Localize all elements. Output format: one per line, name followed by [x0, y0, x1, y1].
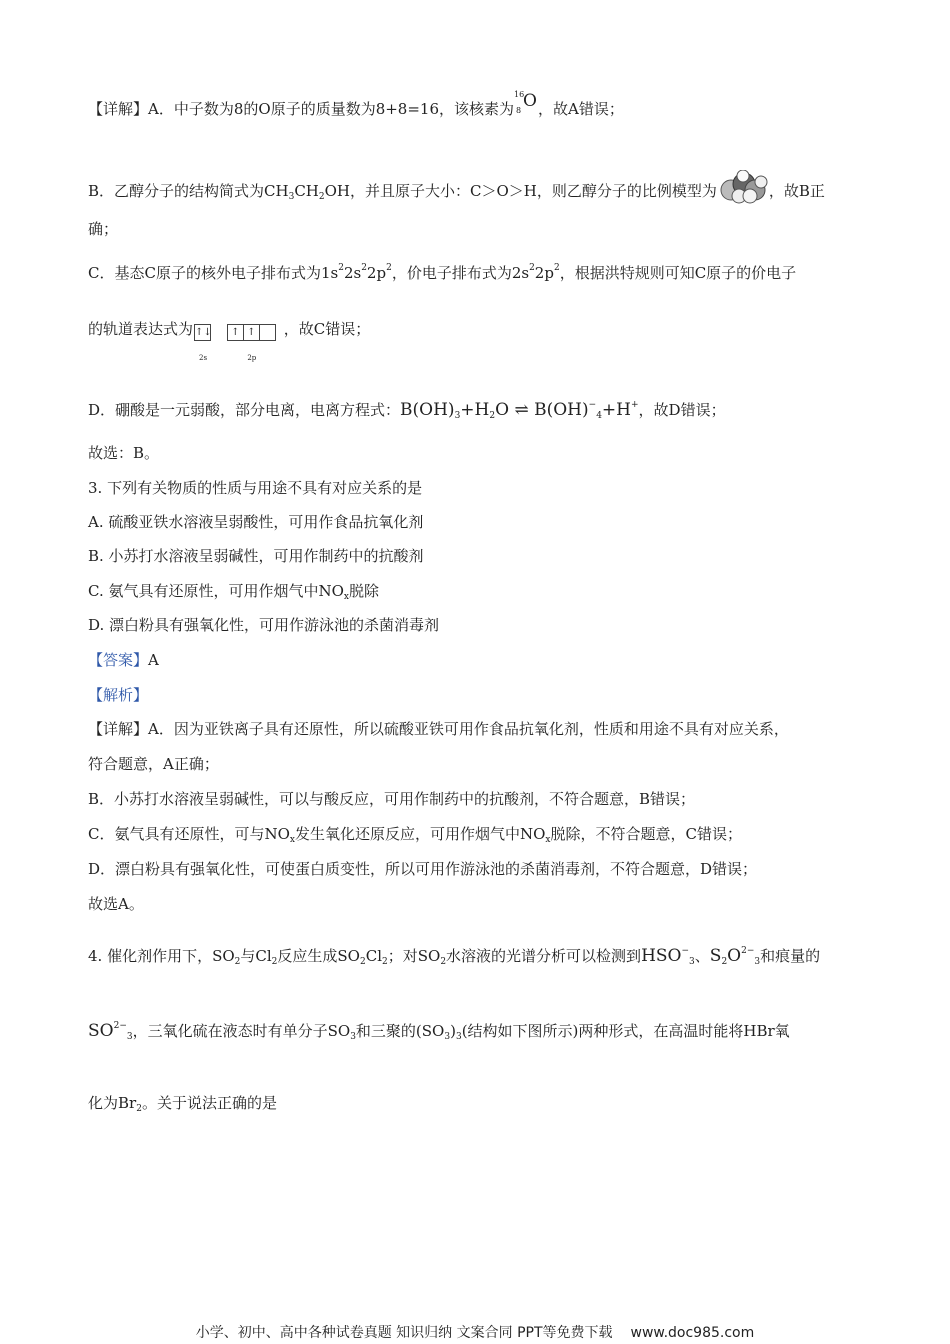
- detail-a-line: [88, 92, 624, 120]
- q3-stem: 3. 下列有关物质的性质与用途不具有对应关系的是: [88, 479, 423, 497]
- orbital-2p-box-1: ↑: [227, 324, 244, 341]
- detail-a-text: A．中子数为8的O原子的质量数为8+8=16，该核素为: [148, 100, 515, 118]
- page-footer: [0, 1322, 950, 1342]
- q3-answer: 【答案】A: [88, 651, 159, 669]
- isotope-o16: 16 8 O: [514, 90, 537, 115]
- detail-c-line: C．基态C原子的核外电子排布式为$1s^22s^22p^2$，价电子排布式为$2s^22p^2$，根据洪特规则可知C原子的价电子: [88, 263, 797, 282]
- detail-a-end: ，故A错误；: [538, 100, 624, 118]
- q4-line2: $SO^{2-}_3$，三氧化硫在液态时有单分子$SO_3$和三聚的$(SO_3)_3$(结构如下图所示)两种形式，在高温时能将HBr氧: [88, 1021, 790, 1042]
- q4-line1: 4. 催化剂作用下，$SO_2$与$Cl_2$反应生成$SO_2Cl_2$；对$SO_2$水溶液的光谱分析可以检测到$HSO^-_3$、$S_2O^{2-}_3$和痕量的: [88, 946, 821, 967]
- footer-url[interactable]: www.doc985.com: [630, 1325, 755, 1341]
- orbital-2p-box-2: ↑: [243, 324, 260, 341]
- q3-detail-a: 【详解】A．因为亚铁离子具有还原性，所以硫酸亚铁可用作食品抗氧化剂，性质和用途不具有对应关系，: [88, 720, 789, 738]
- q3-detail-c: C．氨气具有还原性，可与$NO_x$发生氧化还原反应，可用作烟气中$NO_x$脱除，不符合题意，C错误；: [88, 825, 742, 845]
- boric-acid-equation: $B(OH)_3+H_2O$ ⇌ $B(OH)^-_4+H^+$: [400, 400, 639, 421]
- so3-ion: $SO^{2-}_3$: [88, 1021, 133, 1042]
- q3-detail-b: B．小苏打水溶液呈弱碱性，可以与酸反应，可用作制药中的抗酸剂，不符合题意，B错误；: [88, 790, 696, 808]
- s2o3-ion: $S_2O^{2-}_3$: [709, 946, 761, 967]
- q3-detail-a2: 符合题意，A正确；: [88, 755, 219, 773]
- q3-analysis-label: 【解析】: [88, 686, 149, 704]
- orbital-diagram: ↑↓ 2s ↑ ↑ 2p: [195, 324, 276, 369]
- orbital-2s-box: ↑↓: [194, 324, 211, 341]
- q3-option-a: A. 硫酸亚铁水溶液呈弱酸性，可用作食品抗氧化剂: [88, 513, 424, 531]
- detail-b-line: B．乙醇分子的结构简式为$CH_3CH_2OH$，并且原子大小：C＞O＞H，则乙醇分子的比例模型为 ，故B正: [88, 170, 825, 208]
- detail-c-line2: 的轨道表达式为 ↑↓ 2s ↑ ↑ 2p ，故C错误；: [88, 318, 370, 369]
- hso3-ion: $HSO^-_3$: [641, 946, 695, 967]
- q3-option-d: D. 漂白粉具有强氧化性，可用作游泳池的杀菌消毒剂: [88, 616, 440, 634]
- q3-option-b: B. 小苏打水溶液呈弱碱性，可用作制药中的抗酸剂: [88, 547, 424, 565]
- q3-detail-d: D．漂白粉具有强氧化性，可使蛋白质变性，所以可用作游泳池的杀菌消毒剂，不符合题意，D错误；: [88, 860, 758, 878]
- detail-label: 【详解】: [88, 100, 149, 118]
- q3-option-c: C. 氨气具有还原性，可用作烟气中$NO_x$脱除: [88, 582, 379, 602]
- ethanol-space-filling-model-icon: [717, 170, 769, 206]
- orbital-2p-box-3: [259, 324, 276, 341]
- q3-conclusion: 故选A。: [88, 895, 144, 913]
- detail-b-cont: 确；: [88, 220, 119, 238]
- conclusion-b: 故选：B。: [88, 444, 160, 462]
- detail-d-line: D．硼酸是一元弱酸，部分电离，电离方程式：$B(OH)_3+H_2O$ ⇌ $B(OH)^-_4+H^+$，故D错误；: [88, 400, 726, 421]
- q4-line3: 化为$Br_2$。关于说法正确的是: [88, 1094, 277, 1114]
- footer-text: 小学、初中、高中各种试卷真题 知识归纳 文案合同 PPT等免费下载: [195, 1325, 613, 1341]
